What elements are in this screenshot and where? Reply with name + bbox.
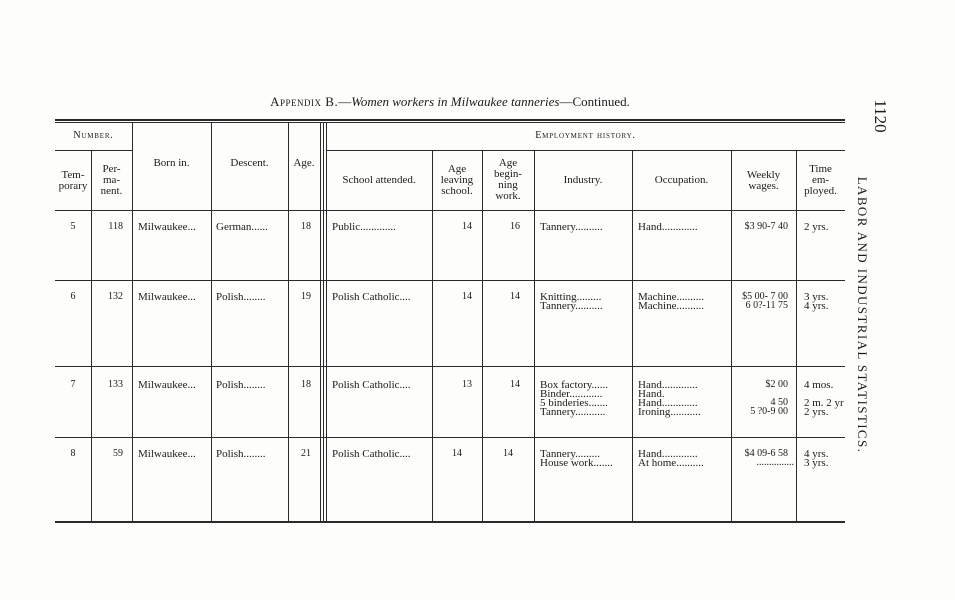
cell-industry: House work.......: [540, 457, 613, 469]
cell-permanent: 59: [113, 448, 123, 459]
cell-industry: Tannery..........: [540, 221, 603, 233]
cell-temporary: 7: [70, 379, 76, 390]
cell-wages: $5 00- 7 00: [742, 291, 788, 302]
cell-industry: Tannery.........: [540, 448, 600, 460]
cell-occupation: Hand.............: [638, 379, 698, 391]
cell-descent: Polish........: [216, 291, 266, 303]
title-dash: —: [338, 94, 352, 109]
cell-wages: 6 0?-11 75: [745, 300, 788, 311]
cell-occupation: Hand.............: [638, 448, 698, 460]
cell-time: 2 m. 2 yr: [804, 397, 844, 409]
header-age-beginning: Age begin- ning work.: [493, 157, 523, 202]
cell-occupation: Machine..........: [638, 300, 704, 312]
cell-descent: Polish........: [216, 379, 266, 391]
running-header: LABOR AND INDUSTRIAL STATISTICS.: [855, 176, 870, 454]
cell-industry: Box factory......: [540, 379, 609, 391]
cell-wages: 4 50: [770, 397, 788, 408]
cell-age-leaving: 14: [452, 448, 462, 459]
cell-age-beginning: 16: [510, 221, 520, 232]
header-employment-group: Employment history.: [535, 130, 636, 141]
cell-school: Polish Catholic....: [332, 379, 411, 391]
cell-wages: $2 00: [765, 379, 788, 390]
cell-time: 2 yrs.: [804, 221, 829, 233]
cell-permanent: 133: [108, 379, 123, 390]
cell-time: 2 yrs.: [804, 406, 829, 418]
cell-occupation: Ironing...........: [638, 406, 701, 418]
page-title: [0, 94, 900, 110]
cell-born-in: Milwaukee...: [138, 379, 196, 391]
cell-school: Polish Catholic....: [332, 448, 411, 460]
cell-temporary: 8: [70, 448, 76, 459]
cell-born-in: Milwaukee...: [138, 291, 196, 303]
title-italic: Women workers in Milwaukee tanneries: [351, 94, 560, 109]
cell-time: 4 yrs.: [804, 448, 829, 460]
cell-school: Public.............: [332, 221, 396, 233]
header-born-in: Born in.: [153, 157, 190, 169]
page-number: 1120: [871, 99, 890, 133]
cell-permanent: 132: [108, 291, 123, 302]
cell-age: 21: [301, 448, 311, 459]
header-descent: Descent.: [230, 157, 269, 169]
cell-age-beginning: 14: [503, 448, 513, 459]
cell-industry: Knitting.........: [540, 291, 602, 303]
cell-age-beginning: 14: [510, 379, 520, 390]
cell-occupation: Hand.............: [638, 221, 698, 233]
header-temporary: Tem- porary: [58, 169, 88, 192]
cell-occupation: Hand.: [638, 388, 665, 400]
cell-occupation: Machine..........: [638, 291, 704, 303]
cell-age-leaving: 13: [462, 379, 472, 390]
cell-occupation: At home..........: [638, 457, 704, 469]
cell-temporary: 5: [70, 221, 76, 232]
cell-age-leaving: 14: [462, 291, 472, 302]
cell-temporary: 6: [70, 291, 76, 302]
header-industry: Industry.: [563, 174, 603, 186]
cell-age-beginning: 14: [510, 291, 520, 302]
header-age: Age.: [293, 157, 315, 169]
cell-industry: Tannery..........: [540, 300, 603, 312]
cell-age-leaving: 14: [462, 221, 472, 232]
cell-age: 18: [301, 379, 311, 390]
cell-age: 18: [301, 221, 311, 232]
cell-school: Polish Catholic....: [332, 291, 411, 303]
header-number-group: Number.: [73, 130, 114, 141]
header-school: School attended.: [342, 174, 416, 186]
header-age-leaving: Age leaving school.: [440, 163, 474, 197]
cell-wages: $3 90-7 40: [744, 221, 788, 232]
cell-wages: ...............: [756, 457, 794, 468]
title-prefix: Appendix B.: [270, 94, 339, 109]
title-suffix: —Continued.: [559, 94, 630, 109]
cell-wages: 5 ?0-9 00: [750, 406, 788, 417]
cell-wages: $4 09-6 58: [744, 448, 788, 459]
cell-time: 3 yrs.: [804, 291, 829, 303]
cell-industry: 5 binderies.......: [540, 397, 608, 409]
header-occupation: Occupation.: [654, 174, 709, 186]
header-permanent: Per- ma- nent.: [100, 163, 123, 197]
cell-industry: Tannery...........: [540, 406, 606, 418]
cell-born-in: Milwaukee...: [138, 221, 196, 233]
cell-time: 3 yrs.: [804, 457, 829, 469]
cell-permanent: 118: [108, 221, 123, 232]
cell-age: 19: [301, 291, 311, 302]
cell-born-in: Milwaukee...: [138, 448, 196, 460]
cell-industry: Binder............: [540, 388, 603, 400]
cell-occupation: Hand.............: [638, 397, 698, 409]
cell-descent: Polish........: [216, 448, 266, 460]
header-weekly-wages: Weekly wages.: [746, 169, 781, 192]
cell-time: 4 yrs.: [804, 300, 829, 312]
header-time-employed: Time em- ployed.: [804, 163, 837, 197]
cell-descent: German......: [216, 221, 268, 233]
cell-time: 4 mos.: [804, 379, 834, 391]
